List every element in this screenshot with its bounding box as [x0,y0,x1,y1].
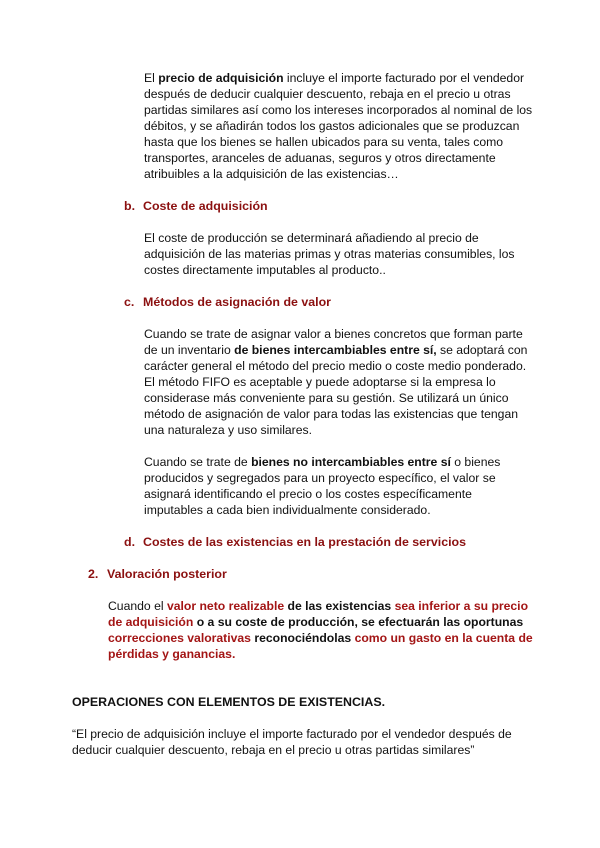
text-span: Cuando se trate de asignar valor a bienes concretos que forman parte de un inventario [144,327,523,357]
paragraph-bienes-no-intercambiables [144,454,524,518]
paragraph-bienes-intercambiables [144,326,534,438]
paragraph-coste-produccion: El coste de producción se determinará añadiendo al precio de adquisición de las materias primas y otras materias consumibles, los costes directamente imputables al producto.. [144,231,515,277]
emphasis-red: correcciones valorativas [108,631,251,645]
text-span: incluye el importe facturado por el vendedor después de deducir cualquier descuento, rebaja en el precio u otras partidas similares así como los intereses incorporados al nominal de los débitos, y se añadirán todos los gastos adicionales que se produzcan hasta que los bienes se hallen ubicados para su venta, tales como transportes, aranceles de aduanas, seguros y otros directamente atribuibles a la adquisición de las existencias… [144,71,533,181]
bold-term: precio de adquisición [158,71,284,85]
bold-term: reconociéndolas [250,631,355,645]
bold-term: o a su coste de producción, se efectuarán las oportunas [193,615,524,629]
heading-text: Coste de adquisición [143,199,268,213]
paragraph-precio-adquisicion [144,70,534,182]
emphasis-red: sea inferior a su precio de adquisición [108,599,529,629]
heading-operaciones-existencias: OPERACIONES CON ELEMENTOS DE EXISTENCIAS. [72,695,386,709]
emphasis-red: valor neto realizable [166,599,285,613]
emphasis-red: como un gasto en la cuenta de pérdidas y ganancias. [108,631,533,661]
bold-term: de las existencias [284,599,395,613]
list-marker: c. [124,295,135,309]
bold-term: bienes no intercambiables entre sí [251,455,451,469]
heading-costes-servicios [124,534,466,550]
heading-valoracion-posterior [88,566,227,582]
quote-precio-adquisicion: “El precio de adquisición incluye el importe facturado por el vendedor después de deducir cualquier descuento, rebaja en el precio u otras partidas similares” [72,727,512,757]
list-marker: d. [124,535,136,549]
heading-text: Métodos de asignación de valor [143,295,331,309]
paragraph-valor-neto-realizable [108,598,538,662]
text-span: se adoptará con carácter general el método del precio medio o coste medio ponderado. El método FIFO es aceptable y puede adoptarse si la empresa lo considerase más conveniente para su gestión. Se utilizará un único método de asignación de valor para todas las existencias que tengan una naturaleza y uso similares. [144,343,528,437]
heading-text: Valoración posterior [107,567,227,581]
text-span: El [144,71,159,85]
heading-metodos-asignacion [124,294,331,310]
text-span: Cuando el [108,599,167,613]
list-marker: 2. [88,567,99,581]
heading-coste-adquisicion [124,198,268,214]
heading-text: Costes de las existencias en la prestación de servicios [143,535,467,549]
text-span: o bienes producidos y segregados para un proyecto específico, el valor se asignará identificando el precio o los costes específicamente imputables a cada bien individualmente considerado. [144,455,501,517]
list-marker: b. [124,199,136,213]
text-span: Cuando se trate de [144,455,252,469]
bold-term: de bienes intercambiables entre sí, [234,343,437,357]
